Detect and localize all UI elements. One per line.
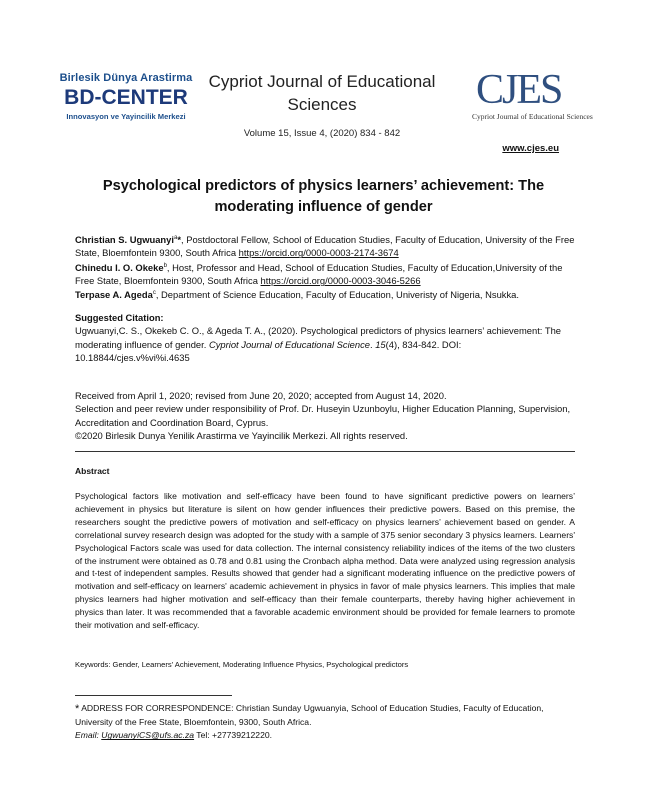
suggested-citation [75,311,575,364]
journal-title: Cypriot Journal of Educational Sciences [208,72,436,114]
email-label: Email: [75,730,102,741]
copyright-note: ©2020 Birlesik Dunya Yenilik Arastirma ve Yayincilik Merkezi. All rights reserved. [75,429,408,441]
logo-top-text: Birlesik Dünya Arastirma [59,72,193,84]
logo-main-text: BD-CENTER [64,86,188,109]
received-info [75,389,575,442]
citation-text-end: (4), 834-842. DOI: 10.18844/cjes.v%vi%i.4635 [75,338,462,363]
cjes-logo-mark: CJES [476,67,562,113]
journal-website-link[interactable]: www.cjes.eu [502,143,559,154]
footnote-star: * [75,703,80,715]
cjes-logo [470,67,593,128]
author-affiliation: , Host, Professor and Head, School of Education Studies, Faculty of Education,University of the Free State, Bloemfontein 9300, South Africa [75,261,563,287]
peer-review-note: Selection and peer review under responsibility of Prof. Dr. Huseyin Uzunboylu, Higher Education Planning, Supervision, Accreditation and Coordination Board, Cyprus. [75,403,571,428]
paper-title: Psychological predictors of physics learners’ achievement: The moderating influence of gender [102,178,545,215]
citation-volume: 15 [375,338,386,350]
footnote-address: ADDRESS FOR CORRESPONDENCE: Christian Sunday Ugwuanyia, School of Education Studies, Faculty of Education, University of the Free State, Bloemfontein, 9300, South Africa. [75,703,544,728]
correspondence-footnote [75,702,575,743]
citation-text-start: Ugwuanyi,C. S., Okekeb C. O., & Ageda T. A., (2020). Psychological predictors of physics learners’ achievement: The moderating influence of gender. [75,325,561,350]
logo-bottom-text: Innovasyon ve Yayincilik Merkezi [66,112,186,121]
volume-issue: Volume 15, Issue 4, (2020) 834 - 842 [243,128,401,139]
author-entry [75,287,575,301]
author-entry [75,260,575,288]
orcid-link[interactable]: https://orcid.org/0000-0003-3046-5266 [260,275,421,287]
author-name: Terpase A. Ageda [75,289,153,301]
orcid-link[interactable]: https://orcid.org/0000-0003-2174-3674 [238,247,399,259]
citation-text [75,324,575,364]
author-entry [75,232,575,260]
bd-center-logo [58,72,194,134]
cjes-logo-subtitle: Cypriot Journal of Educational Sciences [472,112,593,121]
keywords: Keywords: Gender, Learners’ Achievement, Moderating Influence Physics, Psychological predictors [75,660,409,669]
abstract-body: Psychological factors like motivation and self-efficacy have been found to have significant predictive powers on learners’ achievement in physics but literature is silent on how gender influences their predictive powers. Based on this premise, the researchers sought the predictive powers of motivation and self-efficacy on physics learners’ achievement based on gender. A correlational survey research design was adopted for the study with a sample of 375 senior secondary 3 physics learners. Learners' Psychological Factors scale was used for data collection. The internal consistency reliability indices of the items of the two clusters of the instrument were obtained as 0.78 and 0.81 using the Cronbach alpha method. Data were analyzed using regression analysis and t-test of independent samples. Results showed that gender had a significant moderating influence on the predictive powers of motivation and self-efficacy on learners' academic achievement in physics in favor of male physics learners. This implies that male physics learners had higher motivation and self-efficacy than their female counterparts, thereby having higher achievement in physics than later. It was recommended that a favorable academic environment should be provided for female learners to promote their motivation and self-efficacy. [75,491,575,631]
corresponding-mark: * [177,234,181,246]
received-dates: Received from April 1, 2020; revised from June 20, 2020; accepted from August 14, 2020. [75,390,447,401]
author-name: Chinedu I. O. Okeke [75,261,164,273]
citation-sep: . [369,338,376,350]
footnote-divider [75,695,232,696]
abstract-heading: Abstract [75,466,110,476]
author-list [75,232,575,302]
citation-journal: Cypriot Journal of Educational Science [208,338,370,350]
telephone: Tel: +27739212220. [194,730,273,741]
email-link[interactable]: UgwuanyiCS@ufs.ac.za [101,730,195,741]
author-affiliation: , Department of Science Education, Faculty of Education, Univeristy of Nigeria, Nsukka. [155,289,520,301]
author-sup: c [152,290,156,297]
author-affiliation: , Postdoctoral Fellow, School of Education Studies, Faculty of Education, University of the Free State, Bloemfontein 9300, South Africa [75,234,575,259]
author-name: Christian S. Ugwuanyi [75,234,174,246]
divider [75,451,575,452]
citation-label: Suggested Citation: [75,312,164,323]
author-sup: a [173,235,178,241]
author-sup: b [163,262,167,269]
